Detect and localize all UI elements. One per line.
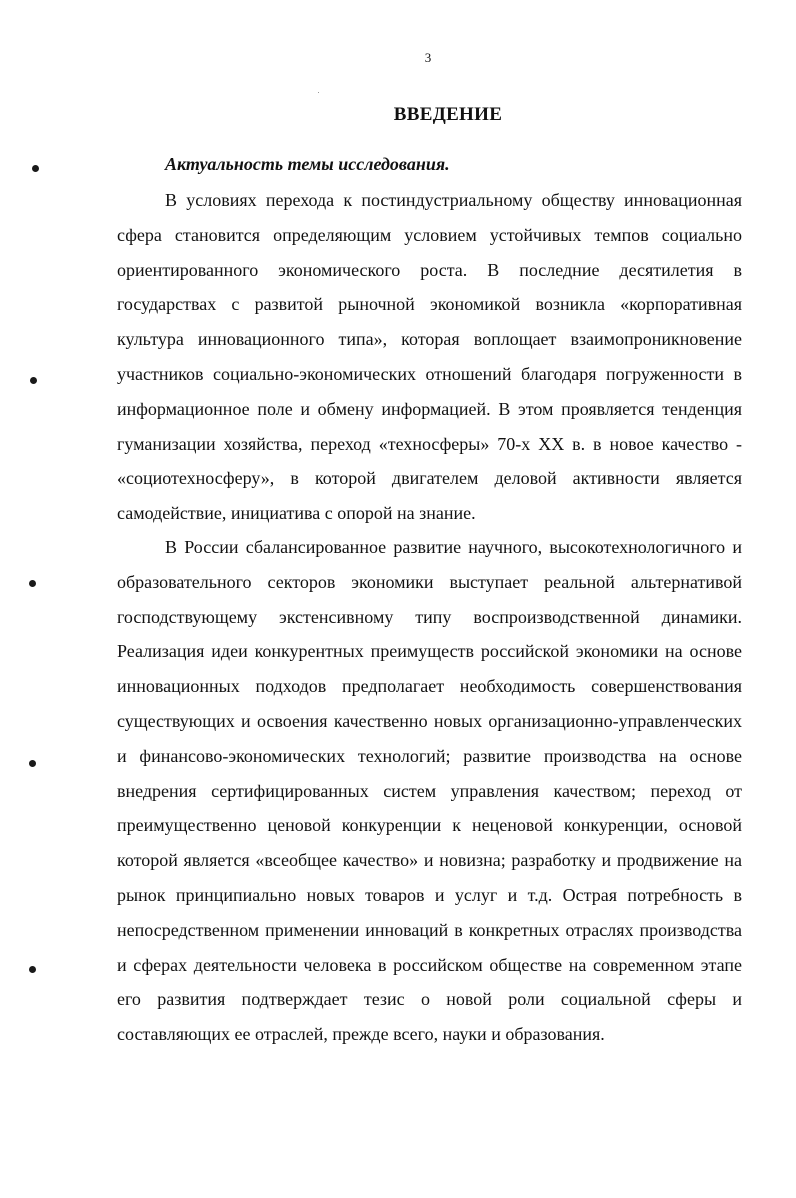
scan-speck (318, 92, 319, 93)
binder-hole-mark (29, 966, 36, 973)
body-paragraph-2 (117, 530, 742, 1052)
page-number: 3 (424, 50, 432, 65)
binder-hole-mark (30, 377, 37, 384)
binder-hole-mark (29, 760, 36, 767)
paragraph-text: В России сбалансированное развитие научного, высокотехнологичного и образовательного секторов экономики выступает реальной альтернативой господствующему экстенсивному типу воспроизводственной динамики. Реализация идеи конкурентных преимуществ российской экономики на основе инновационных подходов предполагает необходимость совершенствования существующих и освоения качественно новых организационно-управленческих и финансово-экономических технологий; развитие производства на основе внедрения сертифицированных систем управления качеством; переход от преимущественно ценовой конкуренции к неценовой конкуренции, основой которой является «всеобщее качество» и новизна; разработку и продвижение на рынок принципиально новых товаров и услуг и т.д. Острая потребность в непосредственном применении инноваций в конкретных отраслях производства и сферах деятельности человека в российском обществе на современном этапе его развития подтверждает тезис о новой роли социальной сферы и составляющих ее отраслей, прежде всего, науки и образования. (117, 537, 742, 1045)
binder-hole-mark (32, 165, 39, 172)
body-paragraph-1 (117, 183, 742, 531)
subheading: Актуальность темы исследования. (165, 154, 450, 174)
section-title: ВВЕДЕНИЕ (393, 104, 503, 125)
paragraph-text: В условиях перехода к постиндустриальному обществу инновационная сфера становится определяющим условием устойчивых темпов социально ориентированного экономического роста. В последние десятилетия в государствах с развитой рыночной экономикой возникла «корпоративная культура инновационного типа», которая воплощает взаимопроникновение участников социально-экономических отношений благодаря погруженности в информационное поле и обмену информацией. В этом проявляется тенденция гуманизации хозяйства, переход «техносферы» 70-х XX в. в новое качество - «социотехносферу», в которой двигателем деловой активности является самодействие, инициатива с опорой на знание. (117, 190, 742, 524)
binder-hole-mark (29, 580, 36, 587)
